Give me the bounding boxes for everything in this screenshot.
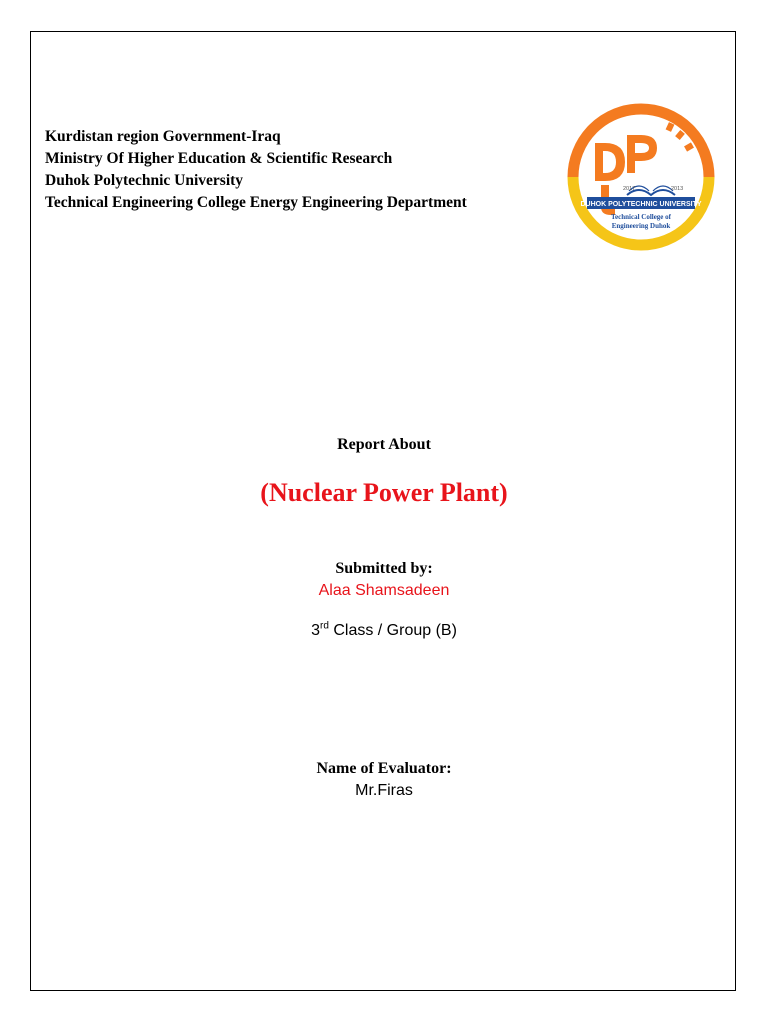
header-line-university: Duhok Polytechnic University [45,172,244,189]
evaluator-label: Name of Evaluator: [316,760,452,777]
report-title: (Nuclear Power Plant) [260,478,508,507]
author-name: Alaa Shamsadeen [318,582,450,599]
class-number: 3 [311,622,320,639]
header-line-ministry: Ministry Of Higher Education & Scientific Research [45,150,393,167]
institution-header [45,126,467,214]
evaluator-name: Mr.Firas [355,782,413,799]
logo-college-line1: Technical College of [610,213,672,221]
header-line-department: Technical Engineering College Energy Engineering Department [45,194,467,211]
university-logo [567,103,715,251]
header-line-region: Kurdistan region Government-Iraq [45,128,281,145]
logo-year-right: 2013 [671,186,684,192]
logo-college-line2: Engineering Duhok [611,222,671,230]
class-rest: Class / Group (B) [328,622,457,639]
submitted-by-label: Submitted by: [335,560,433,577]
report-about-label: Report About [337,436,431,453]
logo-band-text: DUHOK POLYTECHNIC UNIVERSITY [580,201,702,208]
class-suffix: rd [319,620,329,632]
class-group-line [0,622,768,640]
logo-year-left: 2017 [623,186,636,192]
